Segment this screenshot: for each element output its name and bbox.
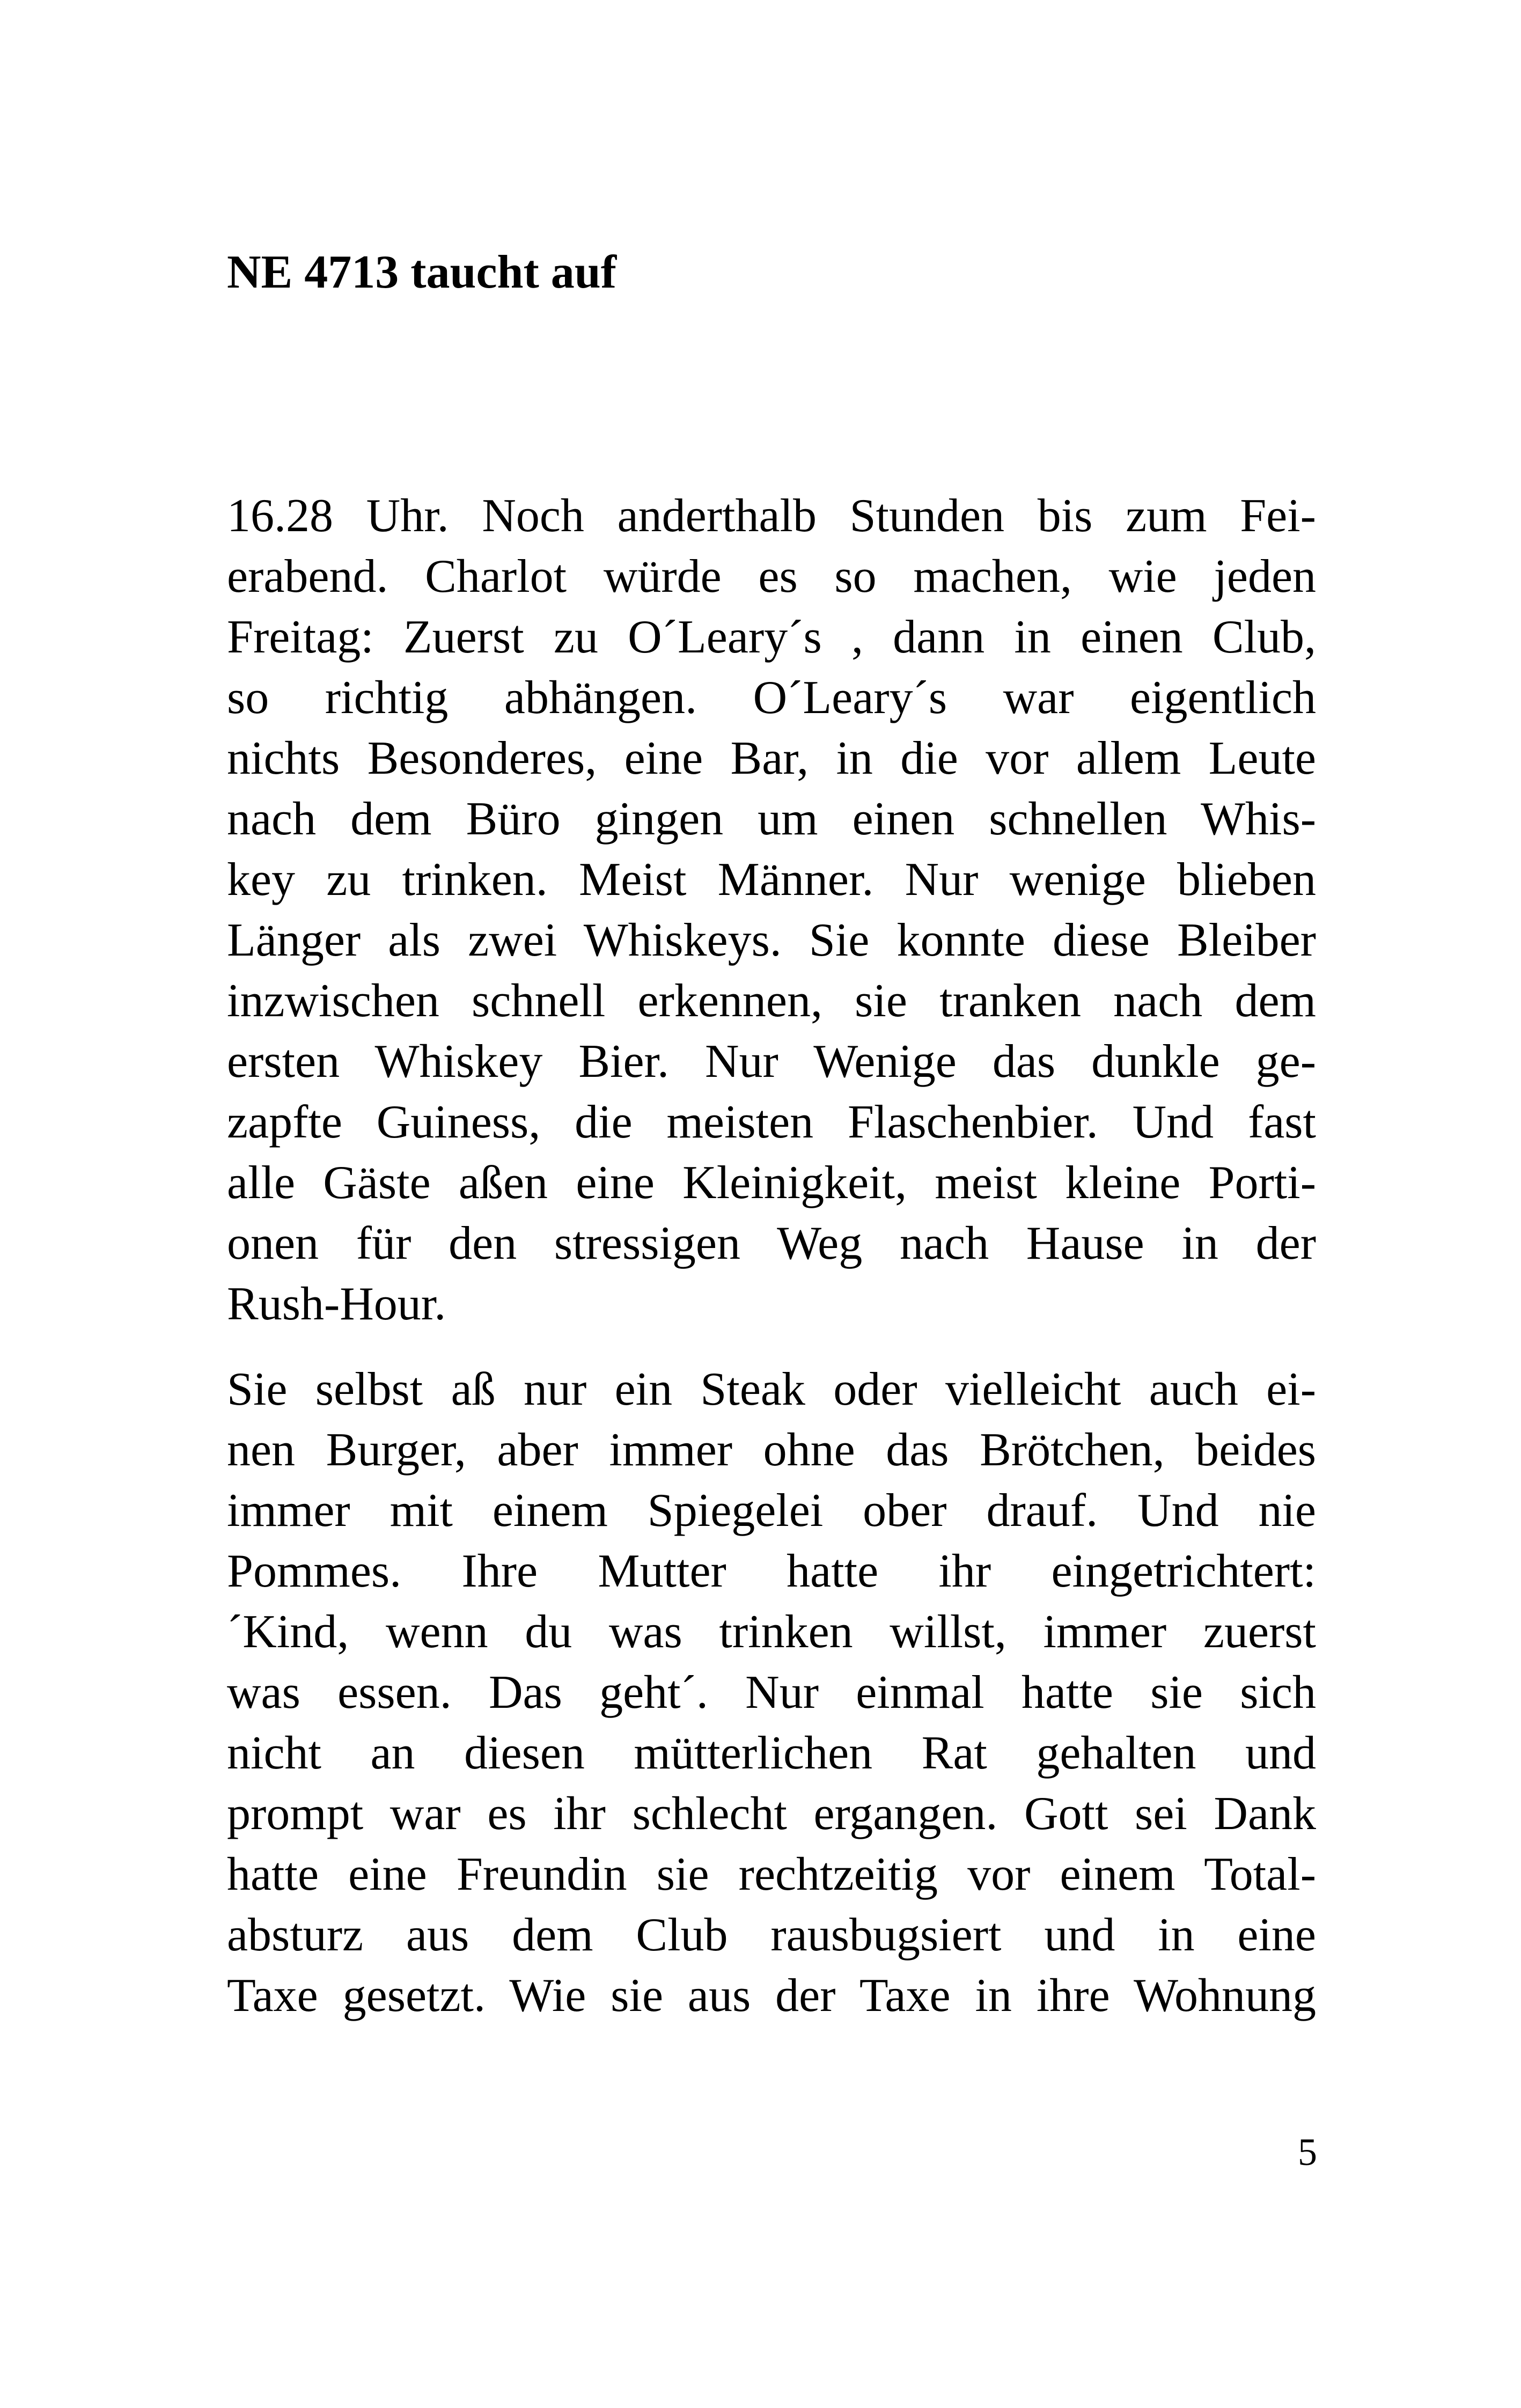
text-line: nach dem Büro gingen um einen schnellen Whis-	[227, 793, 1316, 845]
body-text	[227, 486, 1316, 2026]
text-line: erabend. Charlot würde es so machen, wie jeden	[227, 550, 1316, 603]
paragraph-1	[227, 486, 1316, 1334]
text-line: ´Kind, wenn du was trinken willst, immer zuerst	[227, 1606, 1316, 1658]
text-line: immer mit einem Spiegelei ober drauf. Und nie	[227, 1485, 1316, 1537]
text-line: hatte eine Freundin sie rechtzeitig vor einem Total-	[227, 1848, 1316, 1900]
text-line: zapfte Guiness, die meisten Flaschenbier. Und fast	[227, 1096, 1316, 1148]
text-line: 16.28 Uhr. Noch anderthalb Stunden bis zum Fei-	[227, 490, 1316, 542]
text-line: absturz aus dem Club rausbugsiert und in eine	[227, 1909, 1316, 1961]
text-line: ersten Whiskey Bier. Nur Wenige das dunkle ge-	[227, 1036, 1316, 1088]
text-line: nichts Besonderes, eine Bar, in die vor allem Leute	[227, 732, 1316, 784]
text-line: key zu trinken. Meist Männer. Nur wenige blieben	[227, 854, 1316, 906]
paragraph-2	[227, 1359, 1316, 2026]
chapter-title: NE 4713 taucht auf	[227, 246, 617, 298]
text-line: was essen. Das geht´. Nur einmal hatte sie sich	[227, 1666, 1316, 1719]
text-line: alle Gäste aßen eine Kleinigkeit, meist kleine Porti-	[227, 1157, 1316, 1209]
page-number: 5	[1298, 2131, 1317, 2174]
text-line: Sie selbst aß nur ein Steak oder vielleicht auch ei-	[227, 1363, 1316, 1415]
text-line: Länger als zwei Whiskeys. Sie konnte diese Bleiber	[227, 914, 1316, 966]
text-line: Freitag: Zuerst zu O´Leary´s , dann in einen Club,	[227, 611, 1316, 663]
text-line: Rush-Hour.	[227, 1278, 446, 1330]
text-line: onen für den stressigen Weg nach Hause in der	[227, 1217, 1316, 1269]
text-line: Pommes. Ihre Mutter hatte ihr eingetrichtert:	[227, 1545, 1316, 1597]
text-line: so richtig abhängen. O´Leary´s war eigentlich	[227, 672, 1316, 724]
text-line: nen Burger, aber immer ohne das Brötchen, beides	[227, 1424, 1316, 1476]
text-line: prompt war es ihr schlecht ergangen. Gott sei Dank	[227, 1788, 1316, 1840]
text-line: nicht an diesen mütterlichen Rat gehalten und	[227, 1727, 1316, 1779]
text-line: Taxe gesetzt. Wie sie aus der Taxe in ihre Wohnung	[227, 1970, 1316, 2022]
text-line: inzwischen schnell erkennen, sie tranken nach dem	[227, 975, 1316, 1027]
